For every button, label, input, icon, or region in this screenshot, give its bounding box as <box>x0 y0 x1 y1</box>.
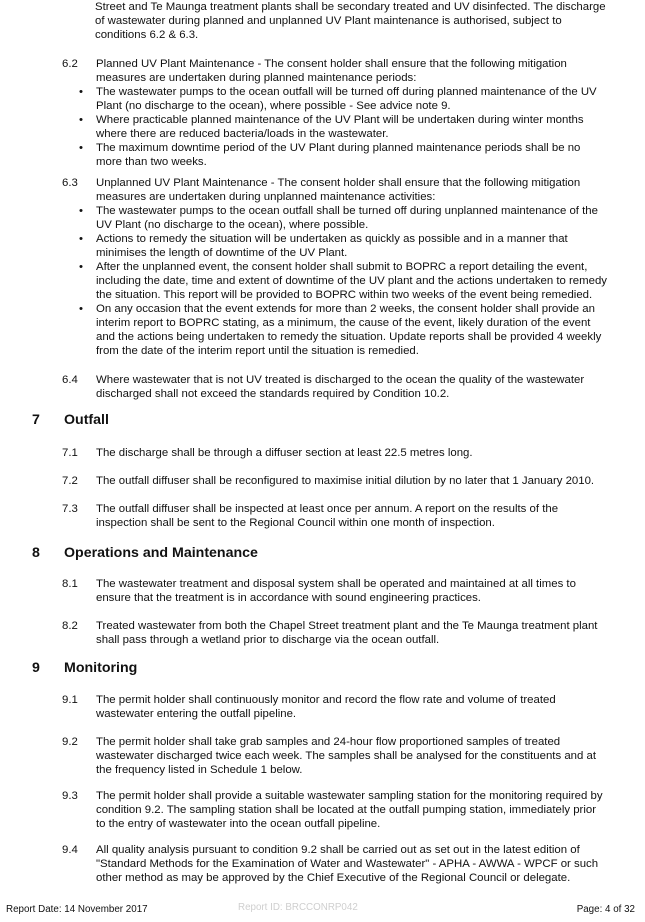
list-item <box>79 204 607 232</box>
section-title: Outfall <box>64 412 109 428</box>
clause-text: The discharge shall be through a diffuser section at least 22.5 metres long. <box>96 447 473 459</box>
section-title: Operations and Maintenance <box>64 545 258 561</box>
clause-number: 8.1 <box>62 578 78 590</box>
list-item <box>79 302 607 358</box>
list-item <box>79 260 607 302</box>
bullet-list <box>62 85 607 169</box>
clause-6-4 <box>62 373 607 401</box>
clause-number: 7.1 <box>62 447 78 459</box>
section-number: 9 <box>32 660 40 676</box>
list-item <box>79 113 607 141</box>
list-item-text: The wastewater pumps to the ocean outfall shall be turned off during unplanned maintenance of the UV Plant (no discharge to the ocean), where possible. <box>96 205 598 231</box>
list-item-text: On any occasion that the event extends for more than 2 weeks, the consent holder shall provide an interim report to BOPRC stating, as a minimum, the cause of the event, likely duration of the event and the actions being undertaken to remedy the situation. Update reports shall be provided 4 weekly from the date of the interim report until the situation is remedied. <box>96 303 602 357</box>
bullet-icon: • <box>79 261 83 273</box>
clause-6-2 <box>62 57 607 169</box>
clause-number: 7.2 <box>62 475 78 487</box>
bullet-list <box>62 204 607 358</box>
clause-number: 6.2 <box>62 58 78 70</box>
clause-number: 6.4 <box>62 374 78 386</box>
clause-9-1 <box>62 693 607 721</box>
section-heading-operations-and-maintenance <box>32 545 258 561</box>
clause-text: The permit holder shall provide a suitable wastewater sampling station for the monitoring required by condition 9.2. The sampling station shall be located at the outfall pumping station, immediately prior to the entry of wastewater into the ocean outfall pipeline. <box>96 790 603 830</box>
clause-number: 7.3 <box>62 503 78 515</box>
clause-9-4 <box>62 843 607 885</box>
continued-paragraph: Street and Te Maunga treatment plants shall be secondary treated and UV disinfected. The discharge of wastewater during planned and unplanned UV Plant maintenance is authorised, subject to conditions 6.2 & 6.3. <box>95 1 606 41</box>
clause-text: The outfall diffuser shall be inspected at least once per annum. A report on the results of the inspection shall be sent to the Regional Council within one month of inspection. <box>96 503 559 529</box>
clause-7-3 <box>62 502 607 530</box>
clause-number: 9.1 <box>62 694 78 706</box>
section-heading-monitoring <box>32 660 137 676</box>
section-heading-outfall <box>32 412 109 428</box>
clause-7-2 <box>62 474 607 488</box>
bullet-icon: • <box>79 114 83 126</box>
bullet-icon: • <box>79 142 83 154</box>
list-item-text: After the unplanned event, the consent holder shall submit to BOPRC a report detailing the event, including the date, time and extent of downtime of the UV plant and the actions undertaken to remedy the situation. This report will be provided to BOPRC within two weeks of the event being remedied. <box>96 261 607 301</box>
clause-9-2 <box>62 735 607 777</box>
bullet-icon: • <box>79 86 83 98</box>
bullet-icon: • <box>79 205 83 217</box>
footer-report-date: Report Date: 14 November 2017 <box>6 904 148 915</box>
clause-text: The outfall diffuser shall be reconfigured to maximise initial dilution by no later that 1 January 2010. <box>96 475 595 487</box>
clause-number: 8.2 <box>62 620 78 632</box>
section-number: 7 <box>32 412 40 428</box>
bullet-icon: • <box>79 303 83 315</box>
list-item-text: Where practicable planned maintenance of the UV Plant will be undertaken during winter months where there are reduced bacteria/loads in the wastewater. <box>96 114 584 140</box>
clause-6-3 <box>62 176 607 358</box>
section-title: Monitoring <box>64 660 138 676</box>
list-item <box>79 141 607 169</box>
clause-text: Treated wastewater from both the Chapel Street treatment plant and the Te Maunga treatment plant shall pass through a wetland prior to discharge via the ocean outfall. <box>96 620 598 646</box>
bullet-icon: • <box>79 233 83 245</box>
clause-text: Planned UV Plant Maintenance - The consent holder shall ensure that the following mitigation measures are undertaken during planned maintenance periods: <box>96 58 567 84</box>
clause-text: The permit holder shall take grab samples and 24-hour flow proportioned samples of treated wastewater discharged twice each week. The samples shall be analysed for the constituents and at the frequency listed in Schedule 1 below. <box>96 736 596 776</box>
clause-7-1 <box>62 446 607 460</box>
clause-8-2 <box>62 619 607 647</box>
clause-text: Unplanned UV Plant Maintenance - The consent holder shall ensure that the following mitigation measures are undertaken during unplanned maintenance activities: <box>96 177 581 203</box>
footer-page-number: Page: 4 of 32 <box>576 904 635 915</box>
clause-8-1 <box>62 577 607 605</box>
section-number: 8 <box>32 545 40 561</box>
clause-text: Where wastewater that is not UV treated is discharged to the ocean the quality of the wastewater discharged shall not exceed the standards required by Condition 10.2. <box>96 374 585 400</box>
list-item <box>79 85 607 113</box>
list-item-text: The wastewater pumps to the ocean outfall will be turned off during planned maintenance of the UV Plant (no discharge to the ocean), where possible - See advice note 9. <box>96 86 597 112</box>
list-item-text: Actions to remedy the situation will be undertaken as quickly as possible and in a manner that minimises the length of downtime of the UV Plant. <box>96 233 568 259</box>
clause-number: 9.3 <box>62 790 78 802</box>
clause-text: The permit holder shall continuously monitor and record the flow rate and volume of treated wastewater entering the outfall pipeline. <box>96 694 556 720</box>
clause-text: The wastewater treatment and disposal system shall be operated and maintained at all times to ensure that the treatment is in accordance with sound engineering practices. <box>96 578 576 604</box>
clause-text: All quality analysis pursuant to condition 9.2 shall be carried out as set out in the latest edition of "Standard Methods for the Examination of Water and Wastewater" - APHA - AWWA - WPCF or such other method as may be approved by the Chief Executive of the Regional Council or delegate. <box>96 844 599 884</box>
clause-9-3 <box>62 789 607 831</box>
clause-number: 9.2 <box>62 736 78 748</box>
footer-report-id: Report ID: BRCCONRP042 <box>238 902 358 913</box>
list-item <box>79 232 607 260</box>
clause-number: 6.3 <box>62 177 78 189</box>
list-item-text: The maximum downtime period of the UV Plant during planned maintenance periods shall be no more than two weeks. <box>96 142 581 168</box>
clause-number: 9.4 <box>62 844 78 856</box>
